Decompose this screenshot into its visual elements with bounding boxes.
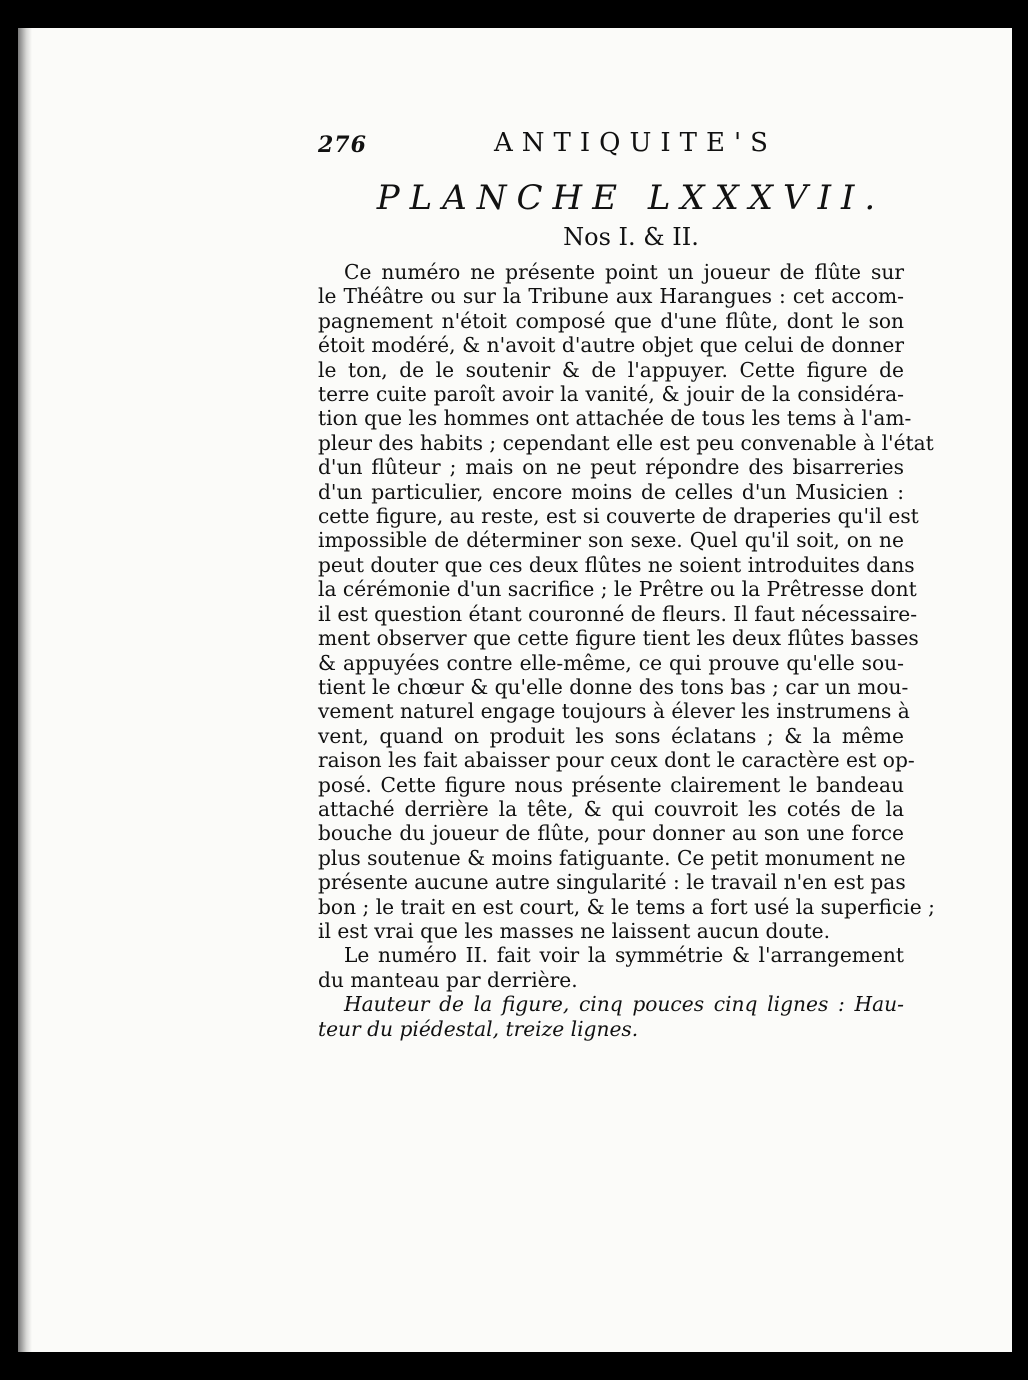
page-frame	[18, 28, 1012, 1352]
text-line: cette figure, au reste, est si couverte de draperies qu'il est	[318, 504, 919, 529]
page-number: 276	[318, 132, 367, 158]
text-line: attaché derrière la tête, & qui couvroit les cotés de la	[318, 796, 904, 821]
text-line: impossible de déterminer son sexe. Quel qu'il soit, on ne	[318, 528, 904, 553]
running-title: ANTIQUITE'S	[494, 128, 777, 158]
text-line: raison les fait abaisser pour ceux dont le caractère est op-	[318, 748, 915, 773]
text-line: bouche du joueur de flûte, pour donner au son une force	[318, 821, 904, 846]
text-line: d'un particulier, encore moins de celles d'un Musicien :	[318, 479, 904, 504]
text-line: Hauteur de la figure, cinq pouces cinq lignes : Hau-	[344, 992, 904, 1017]
text-line: tient le chœur & qu'elle donne des tons bas ; car un mou-	[318, 674, 909, 699]
text-line: le ton, de le soutenir & de l'appuyer. Cette figure de	[318, 357, 904, 382]
plate-title: PLANCHE LXXXVII.	[376, 178, 886, 218]
text-line: terre cuite paroît avoir la vanité, & jouir de la considéra-	[318, 382, 904, 407]
text-line: tion que les hommes ont attachée de tous les tems à l'am-	[318, 406, 912, 431]
paragraph-description	[318, 260, 935, 943]
text-line: peut douter que ces deux flûtes ne soient introduites dans	[318, 552, 915, 577]
running-head	[318, 128, 904, 158]
text-line: ment observer que cette figure tient les deux flûtes basses	[318, 626, 919, 651]
text-line: présente aucune autre singularité : le travail n'en est pas	[318, 870, 906, 895]
text-line: bon ; le trait en est court, & le tems a fort usé la superficie ;	[318, 894, 935, 919]
text-line: d'un flûteur ; mais on ne peut répondre des bisarreries	[318, 455, 904, 480]
text-line: vent, quand on produit les sons éclatans ; & la même	[318, 723, 904, 748]
text-line: pagnement n'étoit composé que d'une flûte, dont le son	[318, 308, 904, 333]
text-line: vement naturel engage toujours à élever les instrumens à	[318, 699, 910, 724]
text-line: il est vrai que les masses ne laissent aucun doute.	[318, 918, 831, 943]
text-line: posé. Cette figure nous présente clairement le bandeau	[318, 772, 904, 797]
text-line: il est question étant couronné de fleurs. Il faut nécessaire-	[318, 601, 918, 626]
paragraph-reverse-view	[318, 943, 904, 992]
text-line: Ce numéro ne présente point un joueur de flûte sur	[344, 260, 904, 284]
text-line: le Théâtre ou sur la Tribune aux Harangues : cet accom-	[318, 284, 904, 309]
text-line: étoit modéré, & n'avoit d'autre objet que celui de donner	[318, 333, 904, 358]
text-line: & appuyées contre elle-même, ce qui prouve qu'elle sou-	[318, 650, 904, 675]
paragraph-dimensions	[318, 992, 904, 1041]
text-line: plus soutenue & moins fatiguante. Ce petit monument ne	[318, 845, 906, 870]
text-line: Le numéro II. fait voir la symmétrie & l'arrangement	[344, 943, 904, 968]
text-line: du manteau par derrière.	[318, 967, 578, 992]
text-line: pleur des habits ; cependant elle est peu convenable à l'état	[318, 430, 934, 455]
text-line: la cérémonie d'un sacrifice ; le Prêtre ou la Prêtresse dont	[318, 577, 917, 602]
text-line: teur du piédestal, treize lignes.	[318, 1016, 639, 1041]
plate-numbers: Nos I. & II.	[563, 223, 699, 251]
book-page	[318, 128, 935, 1041]
